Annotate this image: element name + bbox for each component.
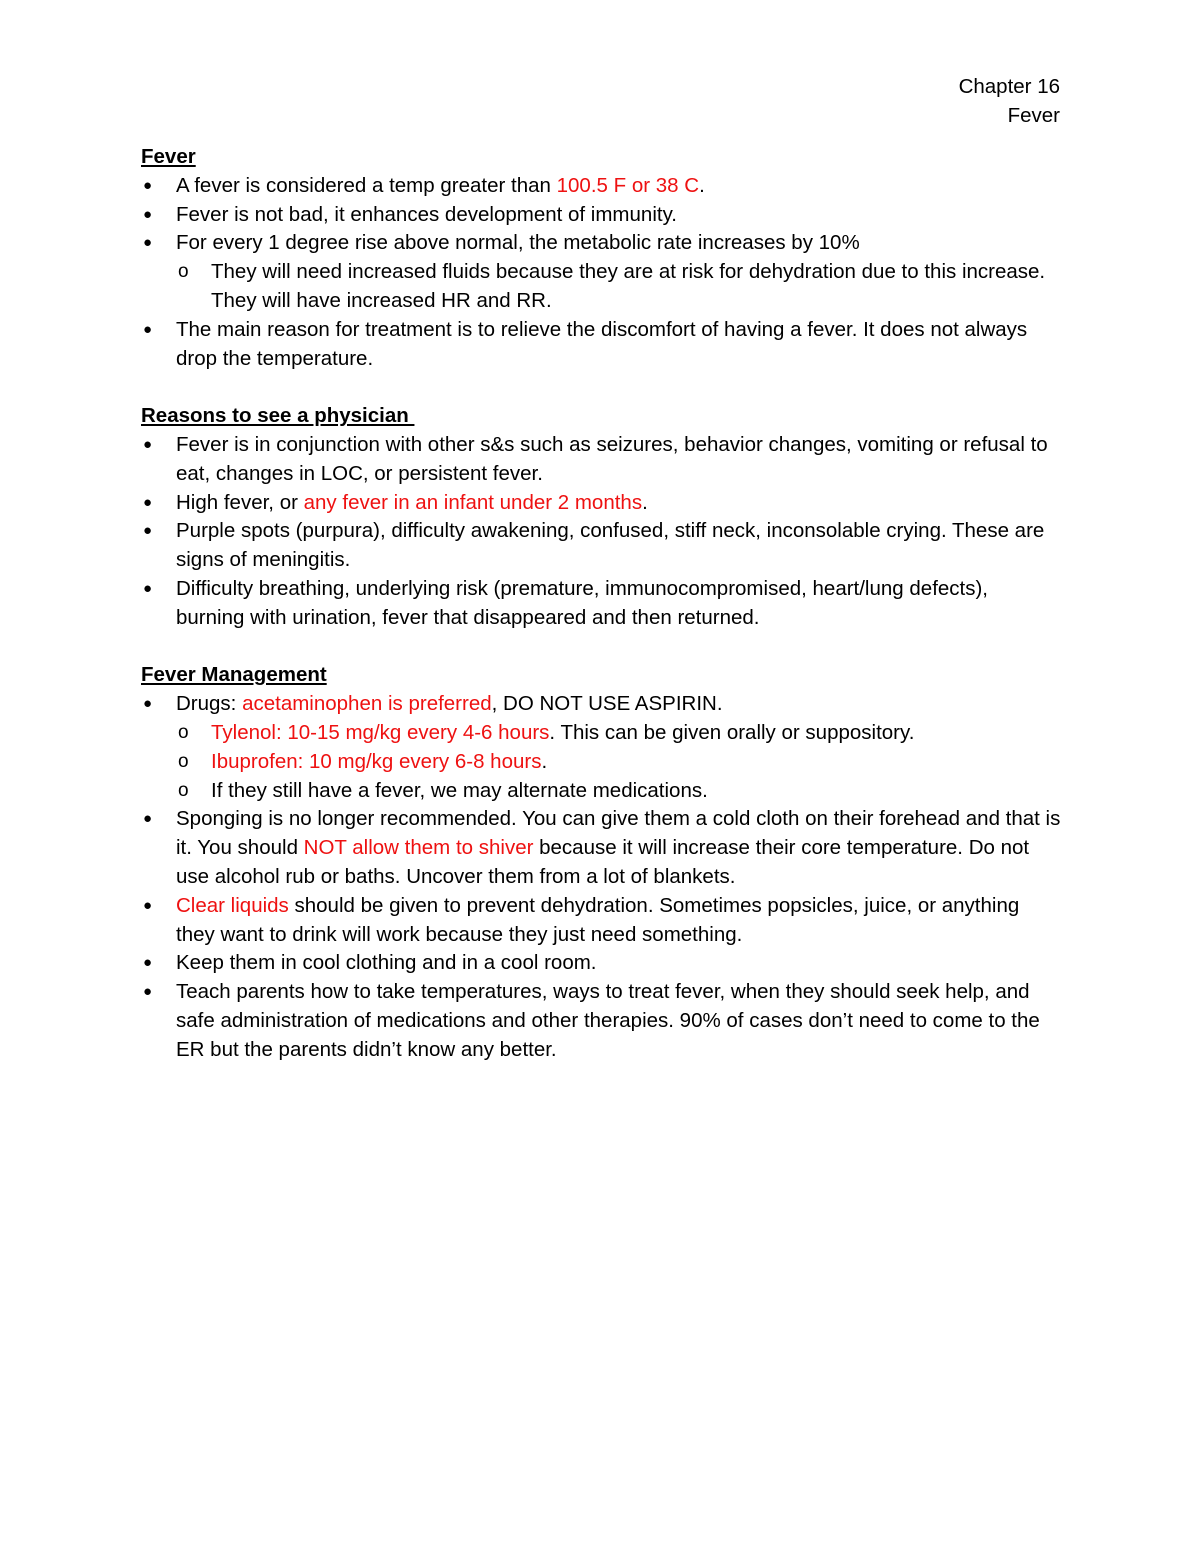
list-item (141, 489, 1061, 518)
sub-list-item (141, 777, 1061, 806)
section-heading: Reasons to see a physician (141, 404, 415, 428)
document-body (141, 143, 1061, 1065)
list-item (141, 431, 1061, 489)
bullet-text: Fever is in conjunction with other s&s such as seizures, behavior changes, vomiting or refusal to eat, changes in LOC, or persistent fever. (176, 432, 1048, 485)
bullet-text: Fever is not bad, it enhances development of immunity. (176, 202, 677, 226)
list-item (141, 517, 1061, 575)
list-item (141, 978, 1061, 1064)
highlighted-text: Tylenol: 10-15 mg/kg every 4-6 hours (211, 720, 550, 744)
filled-disc-bullet-icon: ● (143, 176, 153, 194)
bullet-text: should be given to prevent dehydration. Sometimes popsicles, juice, or anything they want to drink will work because they just need something. (176, 893, 1020, 946)
bullet-text: . (699, 173, 705, 197)
section (141, 661, 1061, 1064)
sub-bullet-list (141, 258, 1061, 316)
section (141, 143, 1061, 373)
bullet-text: because it will increase their core temperature. Do not use alcohol rub or baths. Uncover them from a lot of blankets. (176, 836, 1030, 888)
highlighted-text: 100.5 F or 38 C (556, 173, 700, 197)
list-item (141, 949, 1061, 978)
filled-disc-bullet-icon: ● (143, 234, 153, 252)
section-heading: Fever Management (141, 663, 327, 687)
hollow-circle-bullet-icon: o (178, 779, 189, 801)
hollow-circle-bullet-icon: o (178, 750, 189, 772)
list-item (141, 690, 1061, 805)
bullet-text: Purple spots (purpura), difficulty awakening, confused, stiff neck, inconsolable crying. These are signs of meningitis. (176, 519, 1045, 572)
list-item (141, 316, 1061, 374)
list-item (141, 201, 1061, 230)
hollow-circle-bullet-icon: o (178, 261, 189, 283)
list-item (141, 805, 1061, 891)
highlighted-text: Clear liquids (176, 893, 289, 917)
bullet-list (141, 690, 1061, 1064)
filled-disc-bullet-icon: ● (143, 205, 153, 223)
hollow-circle-bullet-icon: o (178, 721, 189, 743)
list-item (141, 229, 1061, 315)
bullet-text: Drugs: (176, 692, 243, 716)
list-item (141, 892, 1061, 950)
filled-disc-bullet-icon: ● (143, 896, 153, 914)
bullet-text: Keep them in cool clothing and in a cool room. (176, 951, 597, 975)
filled-disc-bullet-icon: ● (143, 810, 153, 828)
bullet-text: If they still have a fever, we may alternate medications. (211, 778, 708, 802)
bullet-text: . (642, 490, 648, 514)
bullet-text: , DO NOT USE ASPIRIN. (491, 692, 723, 716)
bullet-text: Difficulty breathing, underlying risk (premature, immunocompromised, heart/lung defects), burning with urination, fever that disappeared and then returned. (176, 576, 989, 629)
filled-disc-bullet-icon: ● (143, 983, 153, 1001)
list-item (141, 172, 1061, 201)
filled-disc-bullet-icon: ● (143, 522, 153, 540)
bullet-text: Sponging is no longer recommended. You can give them a cold cloth on their forehead and that is it. You should (176, 807, 1061, 860)
filled-disc-bullet-icon: ● (143, 320, 153, 338)
section-heading: Fever (141, 145, 196, 168)
filled-disc-bullet-icon: ● (143, 695, 153, 713)
highlighted-text: NOT allow them to shiver (303, 836, 534, 860)
bullet-list (141, 431, 1061, 633)
highlighted-text: acetaminophen is preferred (242, 692, 492, 716)
bullet-text: For every 1 degree rise above normal, the metabolic rate increases by 10% (176, 231, 860, 255)
sub-list-item (141, 258, 1061, 316)
bullet-list (141, 172, 1061, 374)
section (141, 402, 1061, 632)
sub-list-item (141, 748, 1061, 777)
bullet-text: . This can be given orally or suppository. (549, 720, 915, 744)
bullet-text: . (541, 749, 548, 773)
sub-list-item (141, 719, 1061, 748)
topic-label: Fever (1007, 104, 1060, 127)
bullet-text: A fever is considered a temp greater than (176, 173, 557, 197)
highlighted-text: Ibuprofen: 10 mg/kg every 6-8 hours (211, 749, 542, 773)
highlighted-text: any fever in an infant under 2 months (303, 490, 643, 514)
sub-bullet-list (141, 719, 1061, 805)
bullet-text: The main reason for treatment is to relieve the discomfort of having a fever. It does not always drop the temperature. (176, 317, 1028, 370)
page-header (959, 72, 1060, 130)
filled-disc-bullet-icon: ● (143, 435, 153, 453)
list-item (141, 575, 1061, 633)
bullet-text: High fever, or (176, 490, 304, 514)
bullet-text: They will need increased fluids because they are at risk for dehydration due to this increase. They will have increased HR and RR. (211, 260, 1046, 312)
chapter-label: Chapter 16 (958, 75, 1060, 98)
filled-disc-bullet-icon: ● (143, 954, 153, 972)
bullet-text: Teach parents how to take temperatures, ways to treat fever, when they should seek help, and safe administration of medications and other therapies. 90% of cases don’t need to come to the ER but the parents didn’t know any better. (176, 980, 1040, 1061)
filled-disc-bullet-icon: ● (143, 579, 153, 597)
filled-disc-bullet-icon: ● (143, 493, 153, 511)
